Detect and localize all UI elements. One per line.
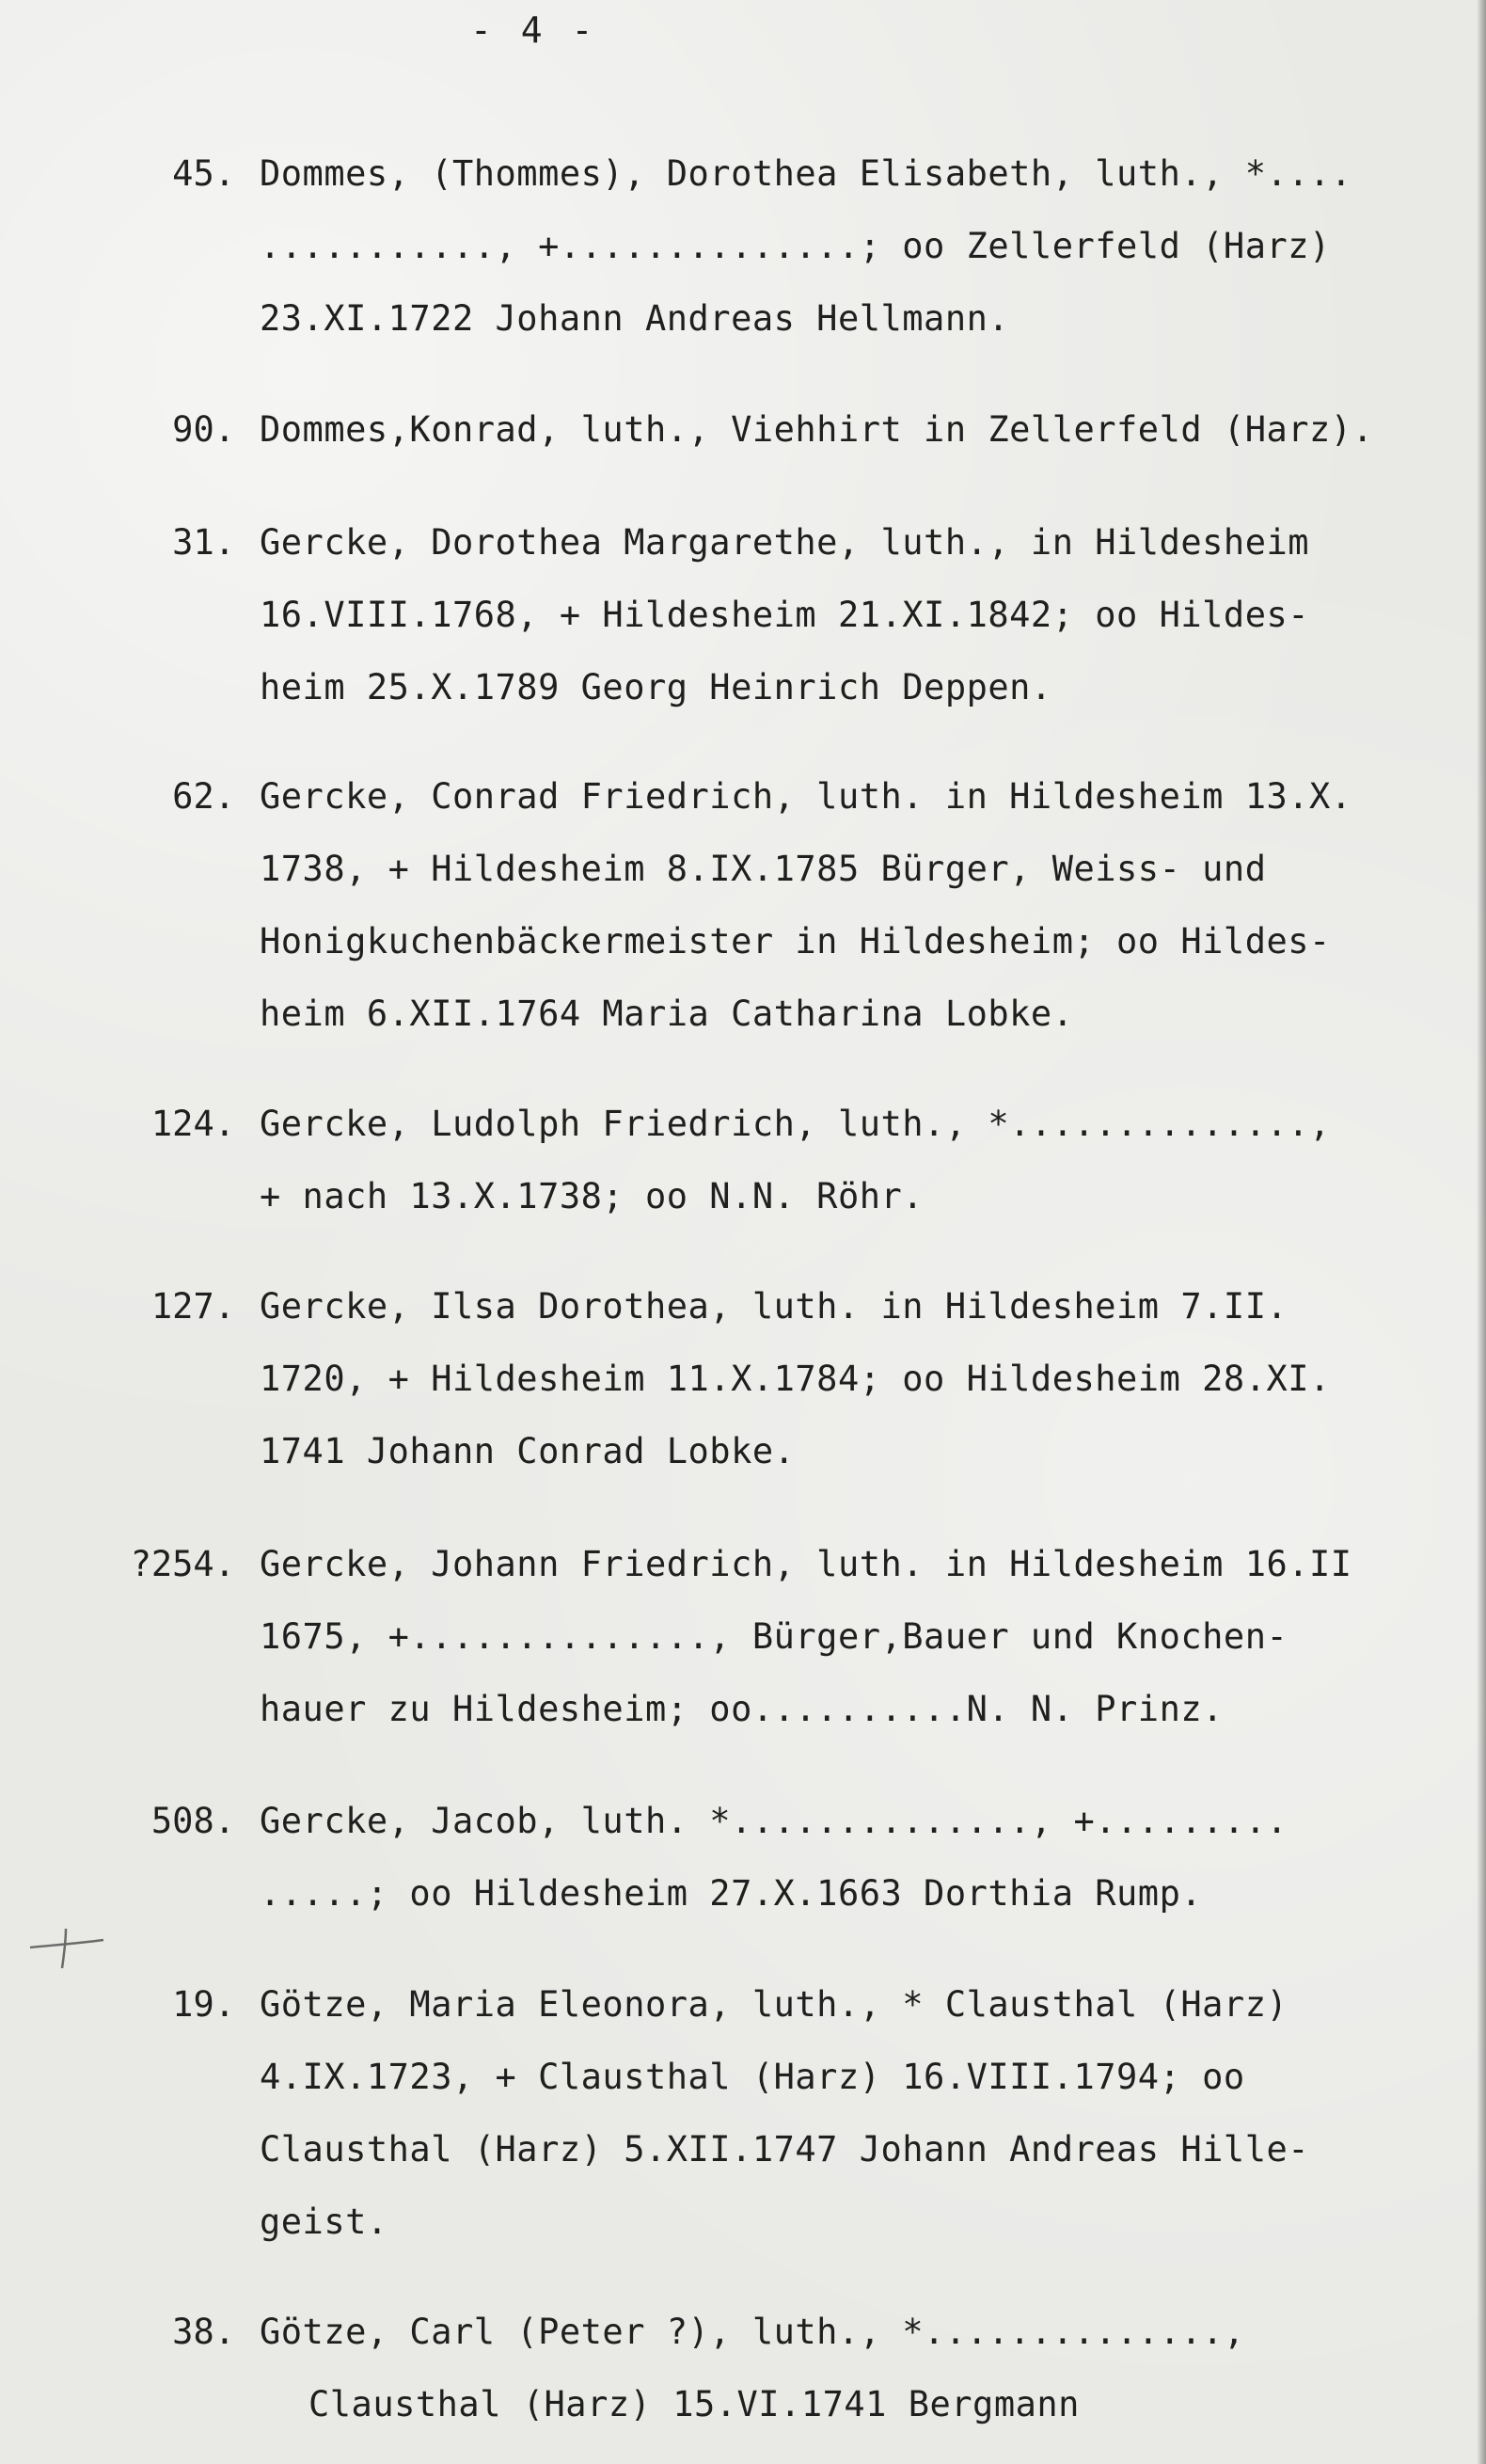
entry-line: 16.VIII.1768, + Hildesheim 21.XI.1842; oo Hildes-	[260, 595, 1310, 635]
entry-line: + nach 13.X.1738; oo N.N. Röhr.	[260, 1176, 925, 1216]
entry-line: Gercke, Jacob, luth. *.............., +.........	[260, 1801, 1288, 1841]
entry-line: hauer zu Hildesheim; oo..........N. N. Prinz.	[260, 1689, 1224, 1729]
entry-line: geist.	[260, 2202, 388, 2242]
entry-line: heim 25.X.1789 Georg Heinrich Deppen.	[260, 667, 1052, 707]
entry-line: Gercke, Ludolph Friedrich, luth., *..............,	[260, 1104, 1331, 1144]
entry-line: 1741 Johann Conrad Lobke.	[260, 1431, 796, 1471]
entry-line: 4.IX.1723, + Clausthal (Harz) 16.VIII.1794; oo	[260, 2057, 1245, 2097]
entry-line: 1738, + Hildesheim 8.IX.1785 Bürger, Weiss- und	[260, 849, 1267, 889]
page-number: - 4 -	[470, 9, 597, 51]
entry-line: Dommes,Konrad, luth., Viehhirt in Zellerfeld (Harz).	[260, 409, 1374, 450]
entry-line: 1675, +.............., Bürger,Bauer und Knochen-	[260, 1616, 1288, 1657]
entry-line: Gercke, Conrad Friedrich, luth. in Hildesheim 13.X.	[260, 776, 1352, 817]
entry-number: 19.	[172, 1984, 235, 2025]
entry-line: Dommes, (Thommes), Dorothea Elisabeth, luth., *....	[260, 153, 1352, 194]
entry-line: Gercke, Ilsa Dorothea, luth. in Hildesheim 7.II.	[260, 1286, 1288, 1327]
entry-line: ..........., +..............; oo Zellerfeld (Harz)	[260, 226, 1331, 266]
entry-line: Gercke, Johann Friedrich, luth. in Hildesheim 16.II	[260, 1544, 1352, 1584]
entry-line: 1720, + Hildesheim 11.X.1784; oo Hildesheim 28.XI.	[260, 1359, 1331, 1399]
entry-line: Gercke, Dorothea Margarethe, luth., in Hildesheim	[260, 522, 1310, 563]
entry-line: heim 6.XII.1764 Maria Catharina Lobke.	[260, 994, 1074, 1034]
entry-line: 23.XI.1722 Johann Andreas Hellmann.	[260, 298, 1010, 339]
pencil-cross-mark	[28, 1925, 105, 1970]
entry-line: Honigkuchenbäckermeister in Hildesheim; oo Hildes-	[260, 921, 1331, 962]
entry-line: Götze, Maria Eleonora, luth., * Clausthal (Harz)	[260, 1984, 1288, 2025]
entry-number: 31.	[172, 522, 235, 563]
entry-number: 62.	[172, 776, 235, 817]
entry-number: 127.	[150, 1286, 235, 1327]
entry-line: .....; oo Hildesheim 27.X.1663 Dorthia Rump.	[260, 1873, 1203, 1914]
entry-line: Götze, Carl (Peter ?), luth., *..............,	[260, 2312, 1245, 2352]
entry-number: 90.	[172, 409, 235, 450]
entry-number: 45.	[172, 153, 235, 194]
entry-line: Clausthal (Harz) 15.VI.1741 Bergmann	[308, 2384, 1080, 2424]
entry-number: 124.	[150, 1104, 235, 1144]
entry-number: ?254.	[130, 1544, 235, 1584]
entry-number: 38.	[172, 2312, 235, 2352]
page-edge-shadow	[1477, 0, 1486, 2464]
entry-line: Clausthal (Harz) 5.XII.1747 Johann Andreas Hille-	[260, 2129, 1310, 2170]
entry-number: 508.	[150, 1801, 235, 1841]
